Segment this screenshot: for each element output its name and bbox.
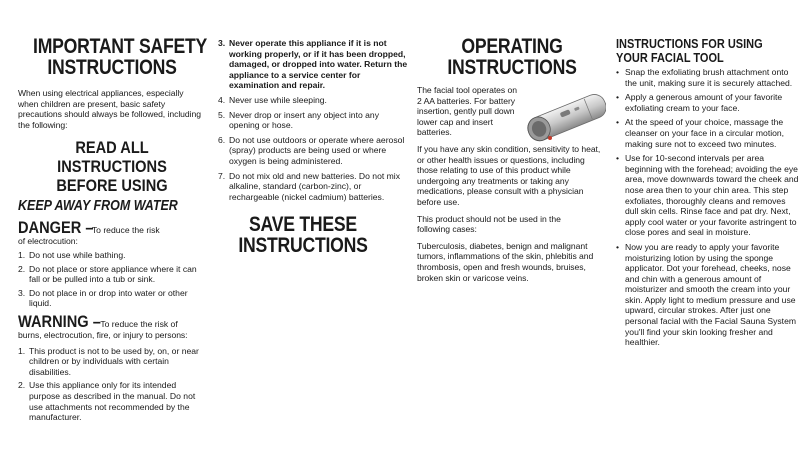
facial-tool-title	[616, 37, 800, 65]
facial-tool-list	[616, 67, 800, 348]
danger-header	[18, 219, 206, 236]
safety-column	[18, 0, 206, 423]
operating-title-line2: INSTRUCTIONS	[447, 56, 577, 79]
list-item: • Snap the exfoliating brush attachment onto the unit, making sure it is securely attached.	[616, 67, 793, 88]
danger-list	[18, 250, 206, 309]
cases-text: This product should not be used in the following cases:	[417, 213, 561, 235]
warning-section	[18, 313, 206, 423]
conditions-text: Tuberculosis, diabetes, benign and malignant tumors, inflammations of the skin, phlebitis and thrombosis, open and fresh wounds, bruises, broken skin or varicose veins.	[417, 240, 594, 283]
operating-title	[417, 36, 607, 78]
battery-text: The facial tool operates on 2 AA batteries. For battery insertion, gently pull down lower cap and insert batteries.	[417, 85, 517, 138]
operating-title-line1: OPERATING	[461, 35, 563, 58]
warning-text-2: burns, electrocution, fire, or injury to persons:	[18, 329, 188, 340]
save-line2: INSTRUCTIONS	[238, 234, 368, 258]
danger-section	[18, 219, 206, 309]
list-item: • Apply a generous amount of your favorite exfoliating cream to your face.	[616, 92, 783, 113]
safety-title-line2: INSTRUCTIONS	[47, 56, 177, 79]
list-item: 2. Do not place or store appliance where it can fall or be pulled into a tub or sink.	[18, 263, 197, 285]
list-item: • Use for 10-second intervals per area beginning with the forehead; avoiding the eye area, move downwards toward the cheek and nose area then to your chin area. This step exfoliates, thoroughly cleans and removes dull skin cells. Rinse face and pat dry. Next, apply cool water or your favorite astringent to close pores and seal in moisture.	[616, 153, 799, 238]
facial-tool-device-icon	[522, 78, 606, 156]
keep-away-heading: KEEP AWAY FROM WATER	[18, 198, 178, 215]
skin-text: If you have any skin condition, sensitivity to heat, or other health issues or questions, including those relating to use of this product while undergoing any treatments or taking any medications, please consult with a physician before use.	[417, 143, 601, 207]
list-item: 7. Do not mix old and new batteries. Do not mix alkaline, standard (carbon-zinc), or rechargeable (nickel cadmium) batteries.	[218, 170, 401, 202]
list-item: • Now you are ready to apply your favorite moisturizing lotion by using the sponge applicator. Dot your forehead, cheeks, nose and chin with a generous amount of moisturizer and smooth the cream into your skin. Apply light to medium pressure and use upward, circular strokes. After just one personal facial with the Facial Sauna System you'll find your skin looking fresher and healthier.	[616, 241, 797, 348]
list-item: 1. This product is not to be used by, on, or near children or by individuals with certain disabilities.	[18, 345, 199, 377]
list-item: • At the speed of your choice, massage the cleanser on your face in a circular motion, making sure not to exceed two minutes.	[616, 117, 785, 149]
read-all-heading	[18, 138, 206, 195]
list-item: 5. Never drop or insert any object into any opening or hose.	[218, 109, 379, 131]
warning-list-part2	[218, 38, 410, 202]
save-line1: SAVE THESE	[249, 213, 357, 237]
danger-text-2: of electrocution:	[18, 236, 78, 247]
safety-title-line1: IMPORTANT SAFETY	[33, 35, 208, 58]
list-item: 3. Never operate this appliance if it is not working properly, or if it has been dropped, damaged, or dropped into water. Return the appliance to a service center for examination and repair.	[218, 38, 408, 91]
save-heading	[218, 214, 388, 256]
list-item: 4. Never use while sleeping.	[218, 94, 327, 105]
facial-tool-title-line2: YOUR FACIAL TOOL	[616, 51, 724, 65]
warning-list-part1	[18, 346, 206, 423]
list-item: 6. Do not use outdoors or operate where aerosol (spray) products are being used or where oxygen is being administered.	[218, 134, 405, 166]
device-illustration	[522, 78, 606, 156]
list-item: 3. Do not place in or drop into water or other liquid.	[18, 287, 188, 309]
read-line2: INSTRUCTIONS	[57, 157, 167, 177]
warning-text-1: To reduce the risk of	[100, 318, 178, 329]
read-line3: BEFORE USING	[56, 176, 168, 196]
facial-tool-column	[616, 0, 800, 352]
warning-continued-column	[218, 0, 410, 256]
list-item: 2. Use this appliance only for its intended purpose as described in the manual. Do not use attachments not recommended by the manufacturer.	[18, 380, 196, 423]
facial-tool-title-line1: INSTRUCTIONS FOR USING	[616, 37, 763, 51]
safety-title	[18, 36, 206, 78]
warning-header	[18, 313, 206, 330]
read-line1: READ ALL	[75, 138, 149, 158]
warning-label: WARNING –	[18, 311, 101, 331]
danger-label: DANGER –	[18, 218, 94, 238]
danger-text-1: To reduce the risk	[91, 225, 160, 236]
list-item: 1. Do not use while bathing.	[18, 249, 126, 260]
safety-intro: When using electrical appliances, especially when children are present, basic safety precautions should always be followed, including the following:	[18, 88, 201, 130]
